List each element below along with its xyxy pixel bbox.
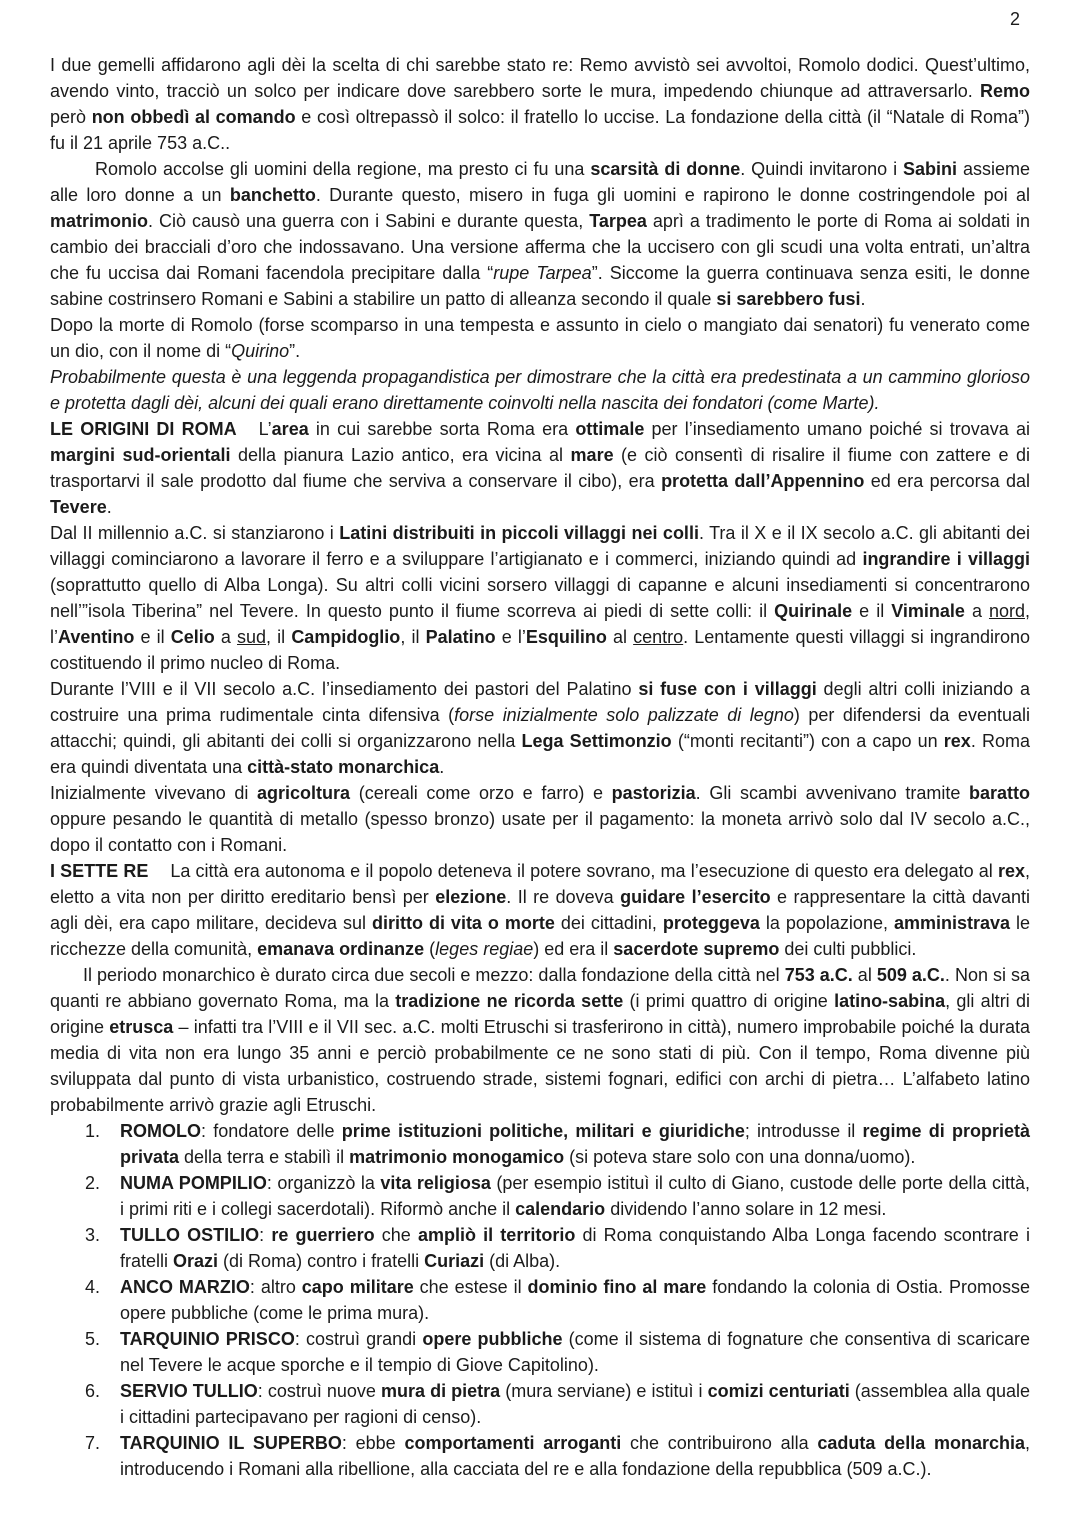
text-run: , eletto a vita non per diritto ereditario bensì per <box>50 861 1030 907</box>
paragraph-lega-settimonzio <box>50 676 1030 780</box>
text-run: dei culti pubblici. <box>779 939 917 959</box>
list-item-text <box>120 1381 1030 1427</box>
list-item-tullo-ostilio <box>50 1222 1030 1274</box>
list-item-anco-marzio <box>50 1274 1030 1326</box>
text-run: Probabilmente questa è una leggenda propagandistica per dimostrare che la città era predestinata a un cammino glorioso e protetta dagli dèi, alcuni dei quali erano direttamente coinvolti nella nascita dei fondatori (come Marte). <box>50 367 1030 413</box>
text-run: Aventino <box>58 627 135 647</box>
text-run: regime di proprietà privata <box>120 1121 1030 1167</box>
text-run: si sarebbero fusi <box>716 289 861 309</box>
list-item-number: 3. <box>85 1225 101 1245</box>
text-run: sacerdote supremo <box>613 939 780 959</box>
text-run: Latini distribuiti in piccoli villaggi nei colli <box>339 523 699 543</box>
text-run: di Roma conquistando Alba Longa facendo scontrare i fratelli <box>120 1225 1030 1271</box>
paragraph-origini-area <box>50 416 1030 520</box>
text-run: Quirinale <box>774 601 853 621</box>
text-run: dei cittadini, <box>554 913 663 933</box>
text-run: ROMOLO <box>120 1121 201 1141</box>
list-item-number: 7. <box>85 1433 101 1453</box>
text-run: . Gli scambi avvenivano tramite <box>695 783 969 803</box>
list-item-number: 5. <box>85 1329 101 1349</box>
text-run: : ebbe <box>341 1433 405 1453</box>
list-item-romolo <box>50 1118 1030 1170</box>
text-run: ( <box>424 939 436 959</box>
text-run: (di Roma) contro i fratelli <box>218 1251 425 1271</box>
text-run: rex <box>943 731 971 751</box>
text-run: . Ciò causò una guerra con i Sabini e durante questa, <box>148 211 590 231</box>
paragraph-economia <box>50 780 1030 858</box>
text-run: (assemblea alla quale i cittadini partecipavano per ragioni di censo). <box>120 1381 1030 1427</box>
text-run: ottimale <box>575 419 645 439</box>
list-item-servio-tullio <box>50 1378 1030 1430</box>
text-run: ampliò il territorio <box>417 1225 576 1245</box>
text-run: agricoltura <box>257 783 351 803</box>
text-run: , il <box>400 627 426 647</box>
text-run: (e ciò consentì di risalire il fiume con zattere e di trasportarvi il sale prodotto dal fiume che serviva a conservare il cibo), era <box>50 445 1031 491</box>
list-item-number: 4. <box>85 1277 101 1297</box>
list-item-text <box>120 1277 1030 1323</box>
text-run: . Roma era quindi diventata una <box>50 731 1030 777</box>
text-run: . Il re doveva <box>506 887 621 907</box>
text-run: sud <box>237 627 267 647</box>
list-item-text <box>120 1433 1030 1479</box>
text-run: Celio <box>170 627 215 647</box>
list-item-tarquinio-superbo <box>50 1430 1030 1482</box>
text-run: latino-sabina <box>834 991 946 1011</box>
text-run: etrusca <box>109 1017 174 1037</box>
text-run: però <box>50 107 92 127</box>
text-run: elezione <box>435 887 507 907</box>
text-run: ”. Siccome la guerra continuava senza esiti, le donne sabine costrinsero Romani e Sabini a stabilire un patto di alleanza secondo il quale <box>50 263 1030 309</box>
text-run: re guerriero <box>271 1225 375 1245</box>
text-run: (soprattutto quello di Alba Longa). Su altri colli vicini sorsero villaggi di capanne e alcuni insediamenti si concentrarono nell’”isola Tiberina” nel Tevere. In questo punto il fiume scorreva ai piedi di sette colli: il <box>50 575 1030 621</box>
text-run: ) per difendersi da eventuali attacchi; quindi, gli abitanti dei colli si organizzarono nella <box>50 705 1030 751</box>
text-run: emanava ordinanze <box>257 939 425 959</box>
text-run: baratto <box>968 783 1030 803</box>
text-run: oppure pesando le quantità di metallo (spesso bronzo) usate per il pagamento: la moneta arrivò solo dal IV secolo a.C., dopo il contatto con i Romani. <box>50 809 1030 855</box>
text-run: . Non si sa quanti re abbiano governato Roma, ma la <box>50 965 1031 1011</box>
text-run: aprì a tradimento le porte di Roma ai soldati in cambio dei bracciali d’oro che indossavano. Una versione afferma che la uccisero con gli scudi una volta entrati, un’altra che fu uccisa dai Romani facendola precipitare dalla “ <box>50 211 1030 283</box>
text-run: Curiazi <box>424 1251 485 1271</box>
text-run: ”. <box>289 341 301 361</box>
text-run: opere pubbliche <box>422 1329 563 1349</box>
text-run: Romolo accolse gli uomini della regione, ma presto ci fu una <box>95 159 591 179</box>
text-run: a <box>964 601 989 621</box>
text-run: le ricchezze della comunità, <box>50 913 1031 959</box>
text-run: matrimonio <box>50 211 149 231</box>
text-run: Lega Settimonzio <box>521 731 672 751</box>
text-run: e l’ <box>495 627 526 647</box>
text-run: – infatti tra l’VIII e il VII sec. a.C. molti Etruschi si trasferirono in città), numero improbabile poiché la durata media di vita non era lungo 35 anni e perciò probabilmente ce ne sono stati di più. Con il tempo, Roma divenne più sviluppata dal punto di vista urbanistico, costruendo strade, sistemi fognari, edifici con archi di pietra… L’alfabeto latino probabilmente arrivò grazie agli Etruschi. <box>50 1017 1030 1115</box>
text-run: : costruì nuove <box>257 1381 382 1401</box>
text-run: e il <box>852 601 892 621</box>
text-run: . Quindi invitarono i <box>740 159 904 179</box>
list-item-number: 6. <box>85 1381 101 1401</box>
text-run: fondando la colonia di Ostia. Promosse opere pubbliche (come le prima mura). <box>120 1277 1030 1323</box>
text-run: (“monti recitanti”) con a capo un <box>671 731 944 751</box>
text-run: Dal II millennio a.C. si stanziarono i <box>50 523 340 543</box>
text-run: . <box>439 757 445 777</box>
text-run: area <box>271 419 309 439</box>
text-run: città-stato monarchica <box>247 757 440 777</box>
text-run: , l’ <box>50 601 1031 647</box>
paragraph-romolo-remo <box>50 52 1030 156</box>
text-run: (per esempio istituì il culto di Giano, custode delle porte della città, i primi riti e i collegi sacerdotali). Riformò anche il <box>120 1173 1031 1219</box>
text-run: proteggeva <box>662 913 760 933</box>
text-run: della pianura Lazio antico, era vicina al <box>230 445 571 465</box>
page-number: 2 <box>1009 9 1020 29</box>
text-run: al <box>606 627 634 647</box>
text-run: matrimonio monogamico <box>349 1147 565 1167</box>
text-run: Inizialmente vivevano di <box>50 783 258 803</box>
text-run: Il periodo monarchico è durato circa due secoli e mezzo: dalla fondazione della città nel <box>83 965 785 985</box>
text-run: Esquilino <box>525 627 607 647</box>
text-run: : <box>259 1225 272 1245</box>
text-run: TULLO OSTILIO <box>120 1225 260 1245</box>
text-run: Tarpea <box>589 211 647 231</box>
text-run: scarsità di donne <box>590 159 741 179</box>
text-run: I due gemelli affidarono agli dèi la scelta di chi sarebbe stato re: Remo avvistò sei avvoltoi, Romolo dodici. Quest’ultimo, avendo vinto, tracciò un solco per indicare dove sarebbero sorte le mura, impedendo chiunque ad attraversarlo. <box>50 55 1030 101</box>
text-run: a <box>214 627 238 647</box>
text-run: . <box>106 497 112 517</box>
paragraph-periodo-monarchico <box>50 962 1030 1118</box>
text-run: (mura serviane) e istituì i <box>500 1381 708 1401</box>
text-run: mare <box>570 445 614 465</box>
text-run: . Lentamente questi villaggi si ingrandirono costituendo il primo nucleo di Roma. <box>50 627 1030 673</box>
text-run: , introducendo i Romani alla ribellione, alla cacciata del re e alla fondazione della repubblica (509 a.C.). <box>120 1433 1031 1479</box>
text-run: Dopo la morte di Romolo (forse scomparso in una tempesta e assunto in cielo o mangiato dai senatori) fu venerato come un dio, con il nome di “ <box>50 315 1030 361</box>
text-run: NUMA POMPILIO <box>120 1173 267 1193</box>
text-run: rupe Tarpea <box>493 263 592 283</box>
text-run: Viminale <box>891 601 965 621</box>
text-run: si fuse con i villaggi <box>638 679 817 699</box>
text-run: : organizzò la <box>266 1173 381 1193</box>
text-run: Remo <box>979 81 1030 101</box>
paragraph-morte-romolo <box>50 312 1030 364</box>
text-run: SERVIO TULLIO <box>120 1381 258 1401</box>
text-run: ingrandire i villaggi <box>862 549 1030 569</box>
text-run: Campidoglio <box>291 627 401 647</box>
list-item-numa-pompilio <box>50 1170 1030 1222</box>
text-run: e così oltrepassò il solco: il fratello lo uccise. La fondazione della città (il “Natale di Roma”) fu il 21 aprile 753 a.C.. <box>50 107 1031 153</box>
text-run: comportamenti arroganti <box>404 1433 622 1453</box>
text-run: . Durante questo, misero in fuga gli uomini e rapirono le donne costringendole poi al <box>315 185 1031 205</box>
text-run: vita religiosa <box>380 1173 491 1193</box>
list-item-number: 1. <box>85 1121 101 1141</box>
text-run: e il <box>134 627 171 647</box>
text-run: mura di pietra <box>381 1381 501 1401</box>
paragraph-ratto-sabine <box>50 156 1030 312</box>
text-run: degli altri colli iniziando a costruire una prima rudimentale cinta difensiva ( <box>50 679 1031 725</box>
list-item-text <box>120 1225 1030 1271</box>
text-run: TARQUINIO PRISCO <box>120 1329 295 1349</box>
text-run: dividendo l’anno solare in 12 mesi. <box>605 1199 887 1219</box>
text-run: forse inizialmente solo palizzate di legno <box>454 705 794 725</box>
text-run: non obbedì al comando <box>91 107 296 127</box>
text-run: per l’insediamento umano poiché si trovava ai <box>644 419 1030 439</box>
text-run: TARQUINIO IL SUPERBO <box>120 1433 342 1453</box>
text-run: , il <box>266 627 292 647</box>
paragraph-sette-re-intro <box>50 858 1030 962</box>
seven-kings-list <box>50 1118 1030 1482</box>
text-run: nord <box>988 601 1025 621</box>
text-run: centro <box>633 627 684 647</box>
text-run: : costruì grandi <box>294 1329 423 1349</box>
text-run: 753 a.C. <box>784 965 853 985</box>
text-run: capo militare <box>301 1277 414 1297</box>
text-run: La città era autonoma e il popolo deteneva il potere sovrano, ma l’esecuzione di questo era delegato al <box>170 861 998 881</box>
text-run: L’ <box>258 419 272 439</box>
text-run: ANCO MARZIO <box>120 1277 250 1297</box>
text-run: che contribuirono alla <box>621 1433 818 1453</box>
text-run: banchetto <box>229 185 316 205</box>
text-run: (cereali come orzo e farro) e <box>350 783 612 803</box>
list-item-text <box>120 1121 1030 1167</box>
text-run: la popolazione, <box>759 913 894 933</box>
text-run: protetta dall’Appennino <box>661 471 865 491</box>
text-run: . <box>860 289 866 309</box>
text-run: calendario <box>515 1199 606 1219</box>
text-run: comizi centuriati <box>707 1381 850 1401</box>
text-run: della terra e stabilì il <box>179 1147 350 1167</box>
list-item-tarquinio-prisco <box>50 1326 1030 1378</box>
text-run: ; introdusse il <box>744 1121 863 1141</box>
list-item-text <box>120 1329 1030 1375</box>
text-run: : fondatore delle <box>201 1121 342 1141</box>
text-run: caduta della monarchia <box>817 1433 1025 1453</box>
text-run: . Tra il X e il IX secolo a.C. gli abitanti dei villaggi cominciarono a lavorare il ferro e a sviluppare l’artigianato e i commerci, iniziando quindi ad <box>50 523 1030 569</box>
text-run: Durante l’VIII e il VII secolo a.C. l’insediamento dei pastori del Palatino <box>50 679 639 699</box>
text-run: margini sud-orientali <box>50 445 231 465</box>
text-run: amministrava <box>893 913 1011 933</box>
text-run: Orazi <box>173 1251 219 1271</box>
text-run: in cui sarebbe sorta Roma era <box>308 419 576 439</box>
text-run: leges regiae <box>435 939 534 959</box>
text-run: guidare l’esercito <box>620 887 771 907</box>
text-run: 509 a.C. <box>876 965 945 985</box>
text-run: (si poteva stare solo con una donna/uomo). <box>564 1147 916 1167</box>
paragraph-leggenda <box>50 364 1030 416</box>
text-run: I SETTE RE <box>50 861 149 881</box>
text-run: LE ORIGINI DI ROMA <box>50 419 237 439</box>
list-item-number: 2. <box>85 1173 101 1193</box>
paragraph-latini-colli <box>50 520 1030 676</box>
text-run: rex <box>997 861 1025 881</box>
text-run: Quirino <box>231 341 290 361</box>
text-run: , gli altri di origine <box>50 991 1030 1037</box>
text-run: : altro <box>249 1277 302 1297</box>
text-run: (i primi quattro di origine <box>623 991 835 1011</box>
text-run: pastorizia <box>611 783 696 803</box>
text-run: assieme alle loro donne a un <box>50 159 1030 205</box>
text-run: prime istituzioni politiche, militari e giuridiche <box>341 1121 745 1141</box>
text-run: che <box>374 1225 418 1245</box>
text-run: diritto di vita o morte <box>372 913 555 933</box>
text-run: al <box>852 965 877 985</box>
text-run: ) ed era il <box>533 939 614 959</box>
text-run: che estese il <box>413 1277 528 1297</box>
text-run: Tevere <box>50 497 107 517</box>
list-item-text <box>120 1173 1030 1219</box>
text-run: e rappresentare la città davanti agli dèi, era capo militare, decideva sul <box>50 887 1030 933</box>
text-run: (come il sistema di fognature che consentiva di scaricare nel Tevere le acque sporche e il tempio di Giove Capitolino). <box>120 1329 1031 1375</box>
text-run: dominio fino al mare <box>527 1277 707 1297</box>
text-run: tradizione ne ricorda sette <box>395 991 624 1011</box>
text-run: (di Alba). <box>484 1251 561 1271</box>
text-run: Sabini <box>903 159 958 179</box>
text-run: ed era percorsa dal <box>864 471 1030 491</box>
text-run: Palatino <box>425 627 496 647</box>
